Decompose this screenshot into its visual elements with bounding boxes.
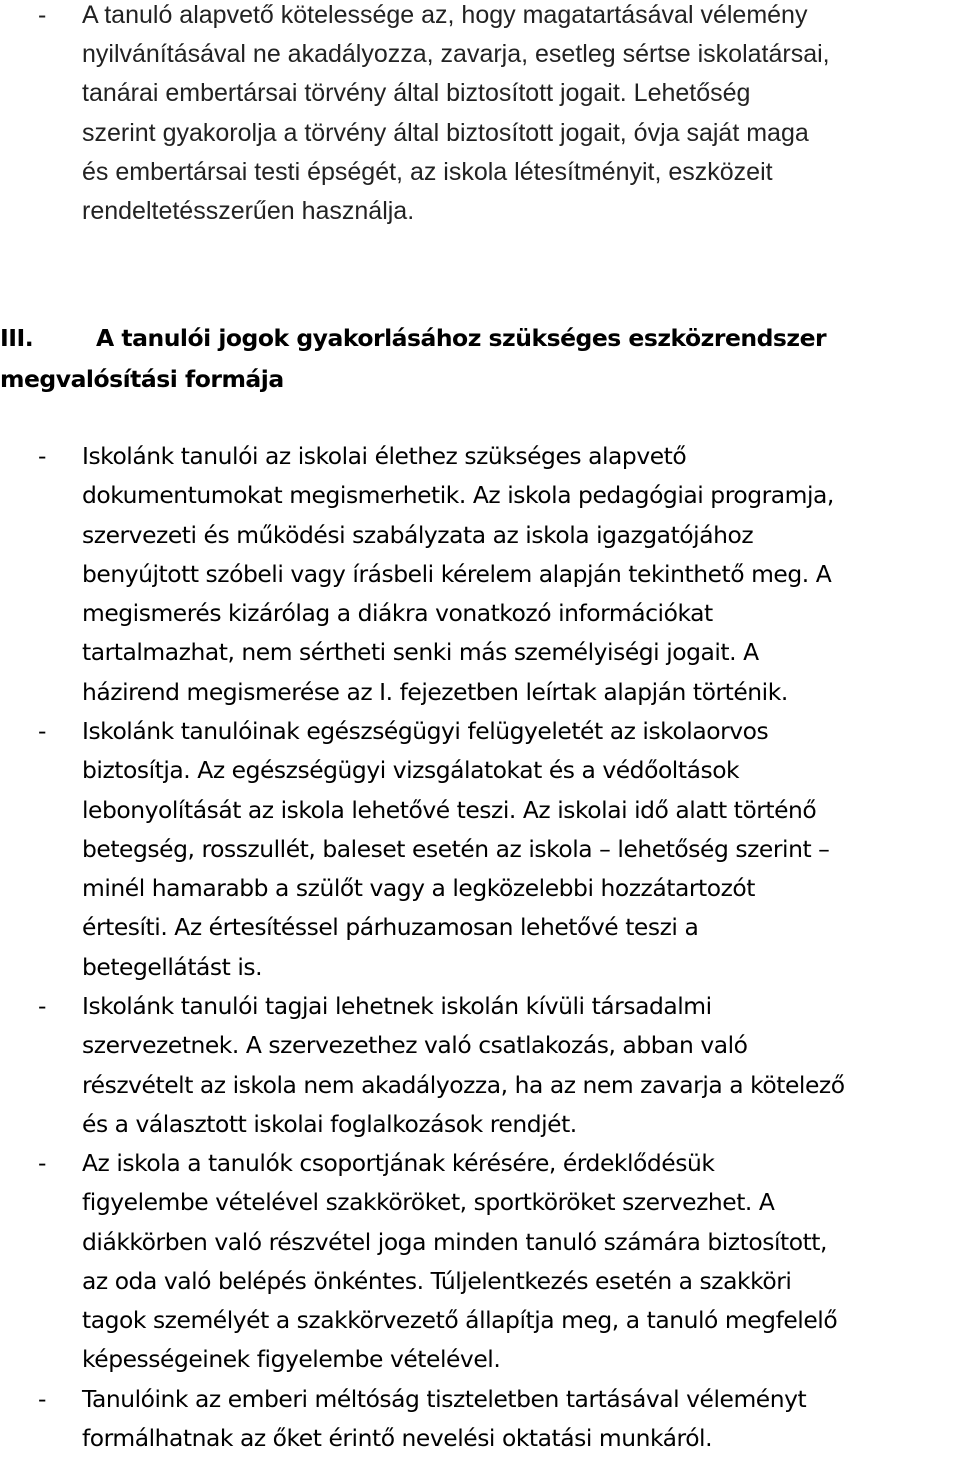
bullet-dash: - (38, 1385, 46, 1413)
section-number: III. (0, 324, 34, 352)
list-item-text: Tanulóink az emberi méltóság tiszteletben tartásával véleményt formálhatnak az őket érintő nevelési oktatási munkáról. (82, 1385, 807, 1453)
bullet-dash: - (38, 1, 47, 29)
list-item-text: Iskolánk tanulói tagjai lehetnek iskolán kívüli társadalmi szervezetnek. A szervezethez való csatlakozás, abban való részvételt az iskola nem akadályozza, ha az nem zavarja a kötelező és a választott iskolai foglalkozások rendjét. (82, 992, 845, 1138)
section-title-line2: megvalósítási formája (0, 365, 284, 393)
bullet-dash: - (38, 442, 46, 470)
list-item-text: Iskolánk tanulóinak egészségügyi felügyeletét az iskolaorvos biztosítja. Az egészségügyi vizsgálatokat és a védőoltások lebonyolítását az iskola lehetővé teszi. Az iskolai idő alatt történő betegség, rosszullét, baleset esetén az iskola – lehetőség szerint – minél hamarabb a szülőt vagy a legközelebbi hozzátartozót értesíti. Az értesítéssel párhuzamosan lehetővé teszi a betegellátást is. (82, 717, 830, 981)
list-item-text: Az iskola a tanulók csoportjának kérésére, érdeklődésük figyelembe vételével szakköröket, sportköröket szervezhet. A diákkörben való részvétel joga minden tanuló számára biztosított, az oda való belépés önkéntes. Túljelentkezés esetén a szakköri tagok személyét a szakkörvezető állapítja meg, a tanuló megfelelő képességeinek figyelembe vételével. (82, 1149, 838, 1374)
bullet-dash: - (38, 992, 46, 1020)
bullet-dash: - (38, 1149, 46, 1177)
list-item-text: A tanuló alapvető kötelessége az, hogy magatartásával vélemény nyilvánításával ne akadályozza, zavarja, esetleg sértse iskolatársai, tanárai embertársai törvény által biztosított jogait. Lehetőség szerint gyakorolja a törvény által biztosított jogait, óvja saját maga és embertársai testi épségét, az iskola létesítményit, eszközeit rendeltetésszerűen használja. (82, 1, 830, 226)
list-item-text: Iskolánk tanulói az iskolai élethez szükséges alapvető dokumentumokat megismerhetik. Az iskola pedagógiai programja, szervezeti és működési szabályzata az iskola igazgatójához benyújtott szóbeli vagy írásbeli kérelem alapján tekinthető meg. A megismerés kizárólag a diákra vonatkozó információkat tartalmazhat, nem sértheti senki más személyiségi jogait. A házirend megismerése az I. fejezetben leírtak alapján történik. (82, 442, 834, 706)
bullet-dash: - (38, 717, 46, 745)
section-title-line1: A tanulói jogok gyakorlásához szükséges eszközrendszer (96, 324, 827, 352)
